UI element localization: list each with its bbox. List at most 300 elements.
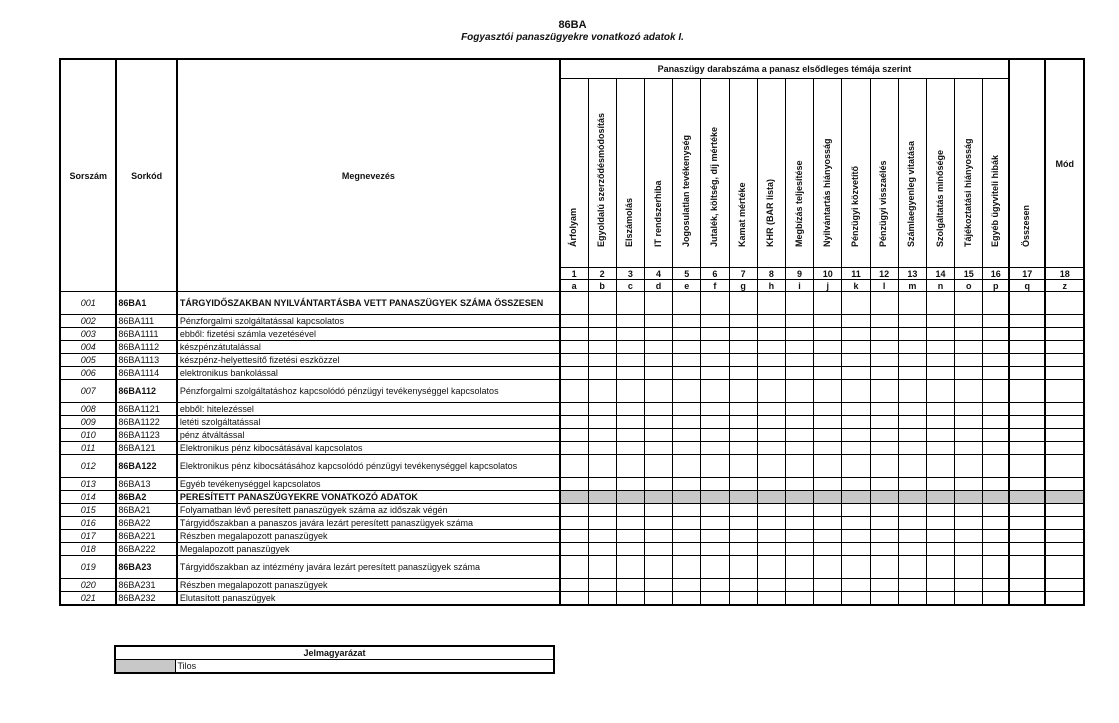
value-cell[interactable] [644, 315, 672, 328]
value-cell[interactable] [983, 455, 1009, 478]
value-cell[interactable] [729, 556, 757, 579]
value-cell[interactable] [785, 478, 813, 491]
value-cell[interactable] [955, 455, 983, 478]
value-cell[interactable] [757, 416, 785, 429]
value-cell[interactable] [870, 592, 898, 606]
value-cell[interactable] [701, 328, 729, 341]
value-cell[interactable] [870, 579, 898, 592]
value-cell[interactable] [842, 403, 870, 416]
value-cell[interactable] [1009, 341, 1045, 354]
value-cell[interactable] [673, 530, 701, 543]
value-cell[interactable] [898, 341, 926, 354]
value-cell[interactable] [955, 504, 983, 517]
value-cell[interactable] [673, 416, 701, 429]
value-cell[interactable] [616, 530, 644, 543]
value-cell[interactable] [560, 341, 588, 354]
value-cell[interactable] [955, 592, 983, 606]
value-cell[interactable] [560, 530, 588, 543]
value-cell[interactable] [785, 504, 813, 517]
value-cell[interactable] [588, 429, 616, 442]
value-cell[interactable] [814, 380, 842, 403]
value-cell[interactable] [814, 556, 842, 579]
value-cell[interactable] [729, 455, 757, 478]
value-cell[interactable] [673, 442, 701, 455]
value-cell[interactable] [757, 478, 785, 491]
value-cell[interactable] [673, 315, 701, 328]
value-cell[interactable] [701, 517, 729, 530]
value-cell[interactable] [588, 442, 616, 455]
value-cell[interactable] [898, 403, 926, 416]
value-cell[interactable] [588, 579, 616, 592]
value-cell[interactable] [588, 380, 616, 403]
value-cell[interactable] [785, 328, 813, 341]
value-cell[interactable] [673, 380, 701, 403]
value-cell[interactable] [870, 341, 898, 354]
value-cell[interactable] [1009, 491, 1045, 504]
value-cell[interactable] [588, 478, 616, 491]
value-cell[interactable] [757, 543, 785, 556]
value-cell[interactable] [926, 328, 954, 341]
value-cell[interactable] [701, 354, 729, 367]
value-cell[interactable] [644, 341, 672, 354]
value-cell[interactable] [729, 416, 757, 429]
value-cell[interactable] [814, 341, 842, 354]
value-cell[interactable] [644, 543, 672, 556]
value-cell[interactable] [1045, 543, 1084, 556]
value-cell[interactable] [870, 429, 898, 442]
value-cell[interactable] [757, 517, 785, 530]
value-cell[interactable] [644, 579, 672, 592]
value-cell[interactable] [644, 403, 672, 416]
value-cell[interactable] [616, 341, 644, 354]
value-cell[interactable] [588, 455, 616, 478]
value-cell[interactable] [955, 556, 983, 579]
value-cell[interactable] [785, 315, 813, 328]
value-cell[interactable] [701, 341, 729, 354]
value-cell[interactable] [616, 491, 644, 504]
value-cell[interactable] [1045, 292, 1084, 315]
value-cell[interactable] [842, 491, 870, 504]
value-cell[interactable] [729, 367, 757, 380]
value-cell[interactable] [757, 429, 785, 442]
value-cell[interactable] [1009, 380, 1045, 403]
value-cell[interactable] [870, 478, 898, 491]
value-cell[interactable] [1045, 380, 1084, 403]
value-cell[interactable] [842, 380, 870, 403]
value-cell[interactable] [701, 315, 729, 328]
value-cell[interactable] [701, 429, 729, 442]
value-cell[interactable] [1009, 416, 1045, 429]
value-cell[interactable] [729, 354, 757, 367]
value-cell[interactable] [1009, 517, 1045, 530]
value-cell[interactable] [560, 315, 588, 328]
value-cell[interactable] [898, 455, 926, 478]
value-cell[interactable] [644, 491, 672, 504]
value-cell[interactable] [814, 543, 842, 556]
value-cell[interactable] [898, 504, 926, 517]
value-cell[interactable] [701, 579, 729, 592]
value-cell[interactable] [955, 429, 983, 442]
value-cell[interactable] [560, 442, 588, 455]
value-cell[interactable] [898, 592, 926, 606]
value-cell[interactable] [955, 416, 983, 429]
value-cell[interactable] [701, 403, 729, 416]
value-cell[interactable] [560, 354, 588, 367]
value-cell[interactable] [616, 429, 644, 442]
value-cell[interactable] [842, 442, 870, 455]
value-cell[interactable] [926, 380, 954, 403]
value-cell[interactable] [926, 315, 954, 328]
value-cell[interactable] [785, 292, 813, 315]
value-cell[interactable] [814, 455, 842, 478]
value-cell[interactable] [870, 354, 898, 367]
value-cell[interactable] [785, 455, 813, 478]
value-cell[interactable] [955, 530, 983, 543]
value-cell[interactable] [983, 403, 1009, 416]
value-cell[interactable] [785, 579, 813, 592]
value-cell[interactable] [842, 556, 870, 579]
value-cell[interactable] [983, 354, 1009, 367]
value-cell[interactable] [1045, 416, 1084, 429]
value-cell[interactable] [757, 380, 785, 403]
value-cell[interactable] [842, 504, 870, 517]
value-cell[interactable] [757, 530, 785, 543]
value-cell[interactable] [1045, 442, 1084, 455]
value-cell[interactable] [814, 292, 842, 315]
value-cell[interactable] [785, 380, 813, 403]
value-cell[interactable] [785, 556, 813, 579]
value-cell[interactable] [870, 315, 898, 328]
value-cell[interactable] [673, 367, 701, 380]
value-cell[interactable] [898, 543, 926, 556]
value-cell[interactable] [898, 354, 926, 367]
value-cell[interactable] [870, 442, 898, 455]
value-cell[interactable] [983, 292, 1009, 315]
value-cell[interactable] [955, 543, 983, 556]
value-cell[interactable] [898, 367, 926, 380]
value-cell[interactable] [644, 354, 672, 367]
value-cell[interactable] [785, 403, 813, 416]
value-cell[interactable] [560, 579, 588, 592]
value-cell[interactable] [814, 354, 842, 367]
value-cell[interactable] [1009, 592, 1045, 606]
value-cell[interactable] [926, 491, 954, 504]
value-cell[interactable] [1045, 556, 1084, 579]
value-cell[interactable] [616, 517, 644, 530]
value-cell[interactable] [1045, 455, 1084, 478]
value-cell[interactable] [616, 367, 644, 380]
value-cell[interactable] [983, 315, 1009, 328]
value-cell[interactable] [616, 416, 644, 429]
value-cell[interactable] [983, 367, 1009, 380]
value-cell[interactable] [588, 556, 616, 579]
value-cell[interactable] [983, 517, 1009, 530]
value-cell[interactable] [814, 442, 842, 455]
value-cell[interactable] [757, 354, 785, 367]
value-cell[interactable] [673, 455, 701, 478]
value-cell[interactable] [588, 491, 616, 504]
value-cell[interactable] [673, 341, 701, 354]
value-cell[interactable] [898, 556, 926, 579]
value-cell[interactable] [926, 341, 954, 354]
value-cell[interactable] [757, 403, 785, 416]
value-cell[interactable] [588, 504, 616, 517]
value-cell[interactable] [560, 478, 588, 491]
value-cell[interactable] [588, 592, 616, 606]
value-cell[interactable] [1045, 429, 1084, 442]
value-cell[interactable] [842, 354, 870, 367]
value-cell[interactable] [673, 292, 701, 315]
value-cell[interactable] [842, 367, 870, 380]
value-cell[interactable] [898, 292, 926, 315]
value-cell[interactable] [870, 328, 898, 341]
value-cell[interactable] [955, 328, 983, 341]
value-cell[interactable] [1009, 543, 1045, 556]
value-cell[interactable] [729, 491, 757, 504]
value-cell[interactable] [757, 579, 785, 592]
value-cell[interactable] [926, 442, 954, 455]
value-cell[interactable] [785, 341, 813, 354]
value-cell[interactable] [1009, 530, 1045, 543]
value-cell[interactable] [983, 341, 1009, 354]
value-cell[interactable] [616, 592, 644, 606]
value-cell[interactable] [926, 530, 954, 543]
value-cell[interactable] [729, 429, 757, 442]
value-cell[interactable] [926, 403, 954, 416]
value-cell[interactable] [729, 530, 757, 543]
value-cell[interactable] [1009, 556, 1045, 579]
value-cell[interactable] [588, 292, 616, 315]
value-cell[interactable] [701, 292, 729, 315]
value-cell[interactable] [842, 328, 870, 341]
value-cell[interactable] [983, 592, 1009, 606]
value-cell[interactable] [729, 403, 757, 416]
value-cell[interactable] [983, 491, 1009, 504]
value-cell[interactable] [588, 328, 616, 341]
value-cell[interactable] [701, 367, 729, 380]
value-cell[interactable] [701, 416, 729, 429]
value-cell[interactable] [616, 315, 644, 328]
value-cell[interactable] [701, 478, 729, 491]
value-cell[interactable] [588, 517, 616, 530]
value-cell[interactable] [588, 367, 616, 380]
value-cell[interactable] [757, 592, 785, 606]
value-cell[interactable] [560, 491, 588, 504]
value-cell[interactable] [588, 530, 616, 543]
value-cell[interactable] [644, 530, 672, 543]
value-cell[interactable] [898, 579, 926, 592]
value-cell[interactable] [983, 416, 1009, 429]
value-cell[interactable] [673, 491, 701, 504]
value-cell[interactable] [588, 403, 616, 416]
value-cell[interactable] [898, 478, 926, 491]
value-cell[interactable] [1045, 504, 1084, 517]
value-cell[interactable] [926, 556, 954, 579]
value-cell[interactable] [1045, 517, 1084, 530]
value-cell[interactable] [644, 442, 672, 455]
value-cell[interactable] [729, 328, 757, 341]
value-cell[interactable] [729, 478, 757, 491]
value-cell[interactable] [814, 478, 842, 491]
value-cell[interactable] [898, 315, 926, 328]
value-cell[interactable] [842, 292, 870, 315]
value-cell[interactable] [1009, 455, 1045, 478]
value-cell[interactable] [785, 416, 813, 429]
value-cell[interactable] [729, 504, 757, 517]
value-cell[interactable] [814, 416, 842, 429]
value-cell[interactable] [842, 455, 870, 478]
value-cell[interactable] [814, 315, 842, 328]
value-cell[interactable] [616, 478, 644, 491]
value-cell[interactable] [926, 517, 954, 530]
value-cell[interactable] [898, 517, 926, 530]
value-cell[interactable] [1045, 592, 1084, 606]
value-cell[interactable] [870, 504, 898, 517]
value-cell[interactable] [785, 517, 813, 530]
value-cell[interactable] [870, 416, 898, 429]
value-cell[interactable] [814, 504, 842, 517]
value-cell[interactable] [1009, 504, 1045, 517]
value-cell[interactable] [983, 504, 1009, 517]
value-cell[interactable] [814, 517, 842, 530]
value-cell[interactable] [616, 292, 644, 315]
value-cell[interactable] [729, 517, 757, 530]
value-cell[interactable] [814, 530, 842, 543]
value-cell[interactable] [1009, 579, 1045, 592]
value-cell[interactable] [588, 315, 616, 328]
value-cell[interactable] [898, 328, 926, 341]
value-cell[interactable] [898, 416, 926, 429]
value-cell[interactable] [1045, 478, 1084, 491]
value-cell[interactable] [616, 403, 644, 416]
value-cell[interactable] [842, 341, 870, 354]
value-cell[interactable] [1009, 429, 1045, 442]
value-cell[interactable] [898, 442, 926, 455]
value-cell[interactable] [955, 579, 983, 592]
value-cell[interactable] [729, 341, 757, 354]
value-cell[interactable] [701, 442, 729, 455]
value-cell[interactable] [644, 380, 672, 403]
value-cell[interactable] [729, 543, 757, 556]
value-cell[interactable] [644, 429, 672, 442]
value-cell[interactable] [1009, 442, 1045, 455]
value-cell[interactable] [926, 504, 954, 517]
value-cell[interactable] [870, 367, 898, 380]
value-cell[interactable] [898, 429, 926, 442]
value-cell[interactable] [842, 579, 870, 592]
value-cell[interactable] [1045, 328, 1084, 341]
value-cell[interactable] [785, 491, 813, 504]
value-cell[interactable] [588, 354, 616, 367]
value-cell[interactable] [1009, 315, 1045, 328]
value-cell[interactable] [955, 442, 983, 455]
value-cell[interactable] [729, 592, 757, 606]
value-cell[interactable] [785, 543, 813, 556]
value-cell[interactable] [644, 367, 672, 380]
value-cell[interactable] [983, 429, 1009, 442]
value-cell[interactable] [842, 315, 870, 328]
value-cell[interactable] [955, 315, 983, 328]
value-cell[interactable] [560, 367, 588, 380]
value-cell[interactable] [926, 478, 954, 491]
value-cell[interactable] [955, 517, 983, 530]
value-cell[interactable] [644, 292, 672, 315]
value-cell[interactable] [673, 504, 701, 517]
value-cell[interactable] [644, 556, 672, 579]
value-cell[interactable] [1045, 530, 1084, 543]
value-cell[interactable] [926, 416, 954, 429]
value-cell[interactable] [814, 579, 842, 592]
value-cell[interactable] [701, 592, 729, 606]
value-cell[interactable] [757, 442, 785, 455]
value-cell[interactable] [870, 403, 898, 416]
value-cell[interactable] [814, 328, 842, 341]
value-cell[interactable] [616, 556, 644, 579]
value-cell[interactable] [814, 367, 842, 380]
value-cell[interactable] [560, 504, 588, 517]
value-cell[interactable] [560, 592, 588, 606]
value-cell[interactable] [701, 556, 729, 579]
value-cell[interactable] [560, 403, 588, 416]
value-cell[interactable] [926, 455, 954, 478]
value-cell[interactable] [842, 478, 870, 491]
value-cell[interactable] [898, 380, 926, 403]
value-cell[interactable] [870, 455, 898, 478]
value-cell[interactable] [673, 429, 701, 442]
value-cell[interactable] [560, 556, 588, 579]
value-cell[interactable] [616, 380, 644, 403]
value-cell[interactable] [870, 517, 898, 530]
value-cell[interactable] [1045, 403, 1084, 416]
value-cell[interactable] [644, 478, 672, 491]
value-cell[interactable] [785, 354, 813, 367]
value-cell[interactable] [757, 367, 785, 380]
value-cell[interactable] [983, 543, 1009, 556]
value-cell[interactable] [560, 429, 588, 442]
value-cell[interactable] [701, 543, 729, 556]
value-cell[interactable] [644, 328, 672, 341]
value-cell[interactable] [983, 380, 1009, 403]
value-cell[interactable] [1009, 292, 1045, 315]
value-cell[interactable] [588, 341, 616, 354]
value-cell[interactable] [785, 429, 813, 442]
value-cell[interactable] [560, 543, 588, 556]
value-cell[interactable] [616, 543, 644, 556]
value-cell[interactable] [926, 354, 954, 367]
value-cell[interactable] [616, 455, 644, 478]
value-cell[interactable] [955, 367, 983, 380]
value-cell[interactable] [842, 530, 870, 543]
value-cell[interactable] [1045, 315, 1084, 328]
value-cell[interactable] [1045, 579, 1084, 592]
value-cell[interactable] [588, 543, 616, 556]
value-cell[interactable] [926, 543, 954, 556]
value-cell[interactable] [983, 478, 1009, 491]
value-cell[interactable] [1009, 403, 1045, 416]
value-cell[interactable] [560, 416, 588, 429]
value-cell[interactable] [673, 403, 701, 416]
value-cell[interactable] [1009, 478, 1045, 491]
value-cell[interactable] [729, 380, 757, 403]
value-cell[interactable] [785, 530, 813, 543]
value-cell[interactable] [673, 579, 701, 592]
value-cell[interactable] [616, 579, 644, 592]
value-cell[interactable] [644, 504, 672, 517]
value-cell[interactable] [814, 429, 842, 442]
value-cell[interactable] [673, 543, 701, 556]
value-cell[interactable] [983, 530, 1009, 543]
value-cell[interactable] [870, 292, 898, 315]
